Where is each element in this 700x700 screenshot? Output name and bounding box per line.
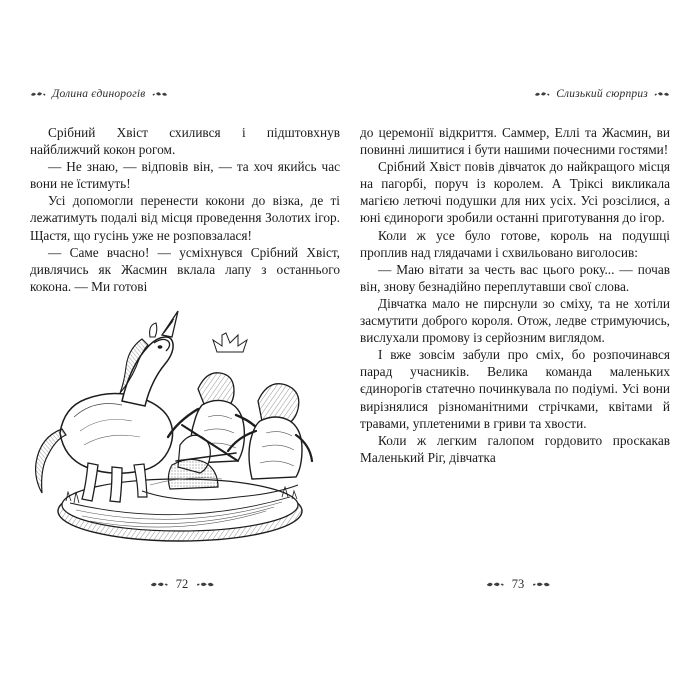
page-number: 73 (511, 577, 525, 591)
right-page-body (360, 124, 670, 466)
paragraph: — Саме вчасно! — усміхнувся Срібний Хвіст, дивлячись як Жасмин вклала лапу з останнього кокона. — Ми готові (30, 244, 340, 294)
unicorn-and-children-illustration (30, 305, 326, 555)
left-page (24, 86, 340, 630)
left-page-body (30, 124, 340, 295)
running-head-left-text: Долина єдинорогів (52, 88, 146, 100)
right-page (360, 86, 676, 630)
paragraph: Коли ж легким галопом гордовито проскакав Маленький Ріг, дівчатка (360, 432, 670, 465)
paragraph: до церемонії відкриття. Саммер, Еллі та Жасмин, ви повинні лишитися і бути нашими почесними гостями! (360, 125, 670, 158)
paragraph: — Маю вітати за честь вас цього року... — почав він, знову безнадійно переплутавши свої слова. (360, 261, 670, 294)
paragraph: — Не знаю, — відповів він, — та хоч якийсь час вони не їстимуть! (30, 159, 340, 192)
leaf-ornament-icon (30, 89, 46, 100)
leaf-ornament-icon (654, 89, 670, 100)
folio-right (486, 577, 551, 592)
running-head-left (30, 86, 340, 102)
leaf-ornament-icon (152, 89, 168, 100)
leaf-ornament-icon (150, 580, 168, 590)
paragraph: Коли ж усе було готове, король на подушці проплив над глядачами і схвильовано виголосив: (360, 227, 670, 260)
leaf-ornament-icon (486, 580, 504, 590)
leaf-ornament-icon (532, 580, 550, 590)
paragraph: Срібний Хвіст схилився і підштовхнув найближчий кокон рогом. (30, 125, 340, 158)
paragraph: Усі допомогли перенести кокони до візка, де ті лежатимуть подалі від місця проведення Золотих ігор. Щастя, що гусінь уже не розповзалася! (30, 193, 340, 243)
page-number: 72 (175, 577, 189, 591)
folio-left (150, 577, 215, 592)
paragraph: Срібний Хвіст повів дівчаток до найкращого місця на пагорбі, поруч із королем. А Тріксі викликала магією летючі подушки для них усіх. Усі розсілися, а юні єдинороги зробили останні приготування до ігор. (360, 159, 670, 226)
leaf-ornament-icon (534, 89, 550, 100)
paragraph: Дівчатка мало не пирснули зо сміху, та не хотіли засмутити доброго короля. Отож, ледве стримуючись, вислухали промову із серйозним виглядом. (360, 295, 670, 346)
running-head-right (360, 86, 670, 102)
paragraph: І вже зовсім забули про сміх, бо розпочинався парад учасників. Велика команда маленьких єдинорогів статечно починкувала по подіумі. Усі вони вирізнялися різноманітними стрічками, квітами й травами, уплетеними в гриви та хвости. (360, 347, 670, 431)
leaf-ornament-icon (196, 580, 214, 590)
running-head-right-text: Слизький сюрприз (556, 88, 648, 100)
